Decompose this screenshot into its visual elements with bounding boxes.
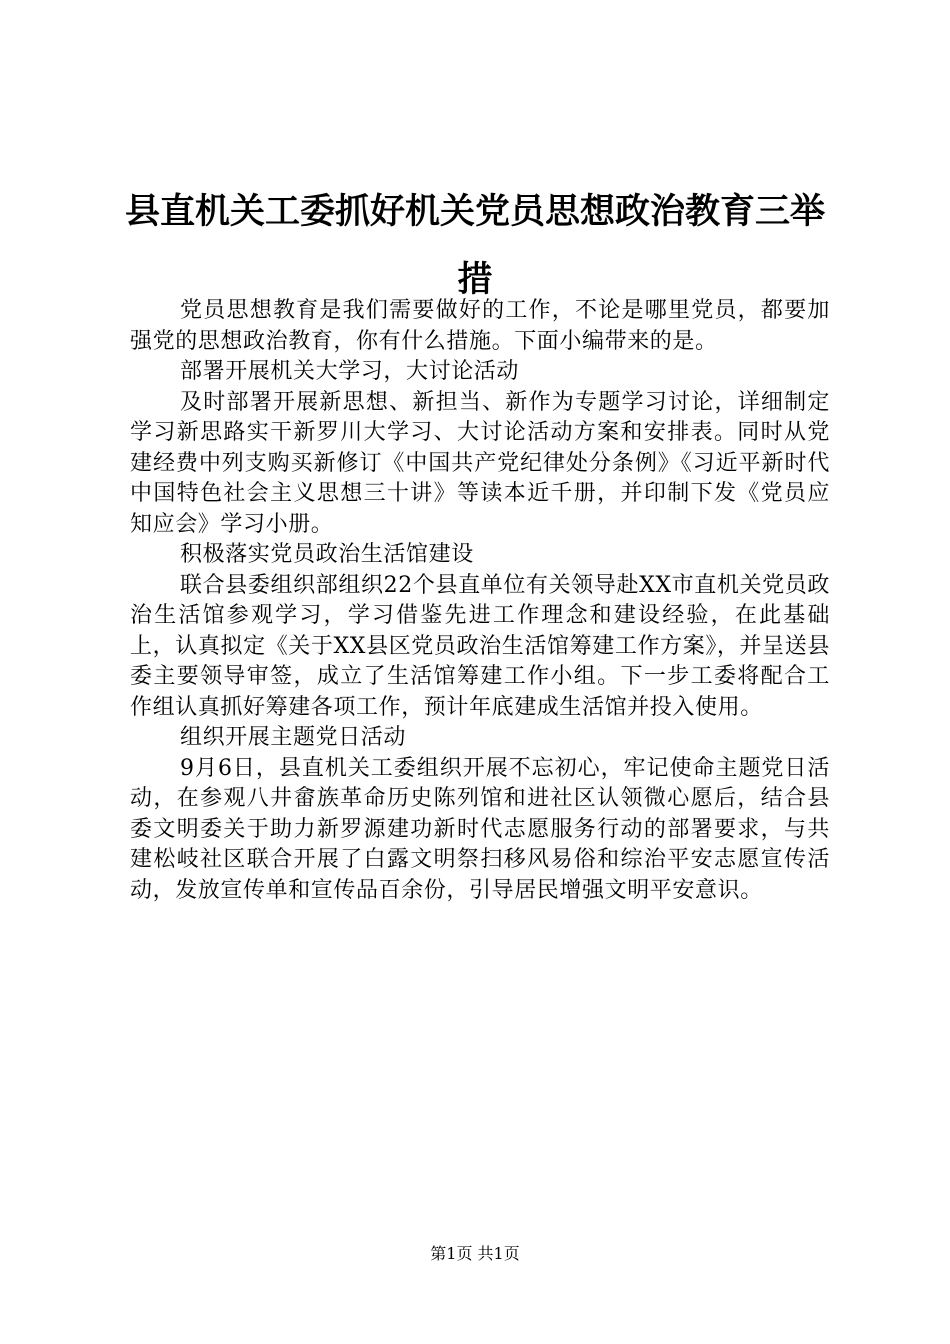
intro-paragraph: 党员思想教育是我们需要做好的工作，不论是哪里党员，都要加强党的思想政治教育，你有什么措施。下面小编带来的是。	[130, 298, 830, 354]
section-heading-life-hall: 积极落实党员政治生活馆建设	[180, 542, 474, 567]
section-paragraph-life-hall: 联合县委组织部组织22个县直单位有关领导赴XX市直机关党员政治生活馆参观学习，学习借鉴先进工作理念和建设经验，在此基础上，认真拟定《关于XX县区党员政治生活馆筹建工作方案》，并呈送县委主要领导审签，成立了生活馆筹建工作小组。下一步工委将配合工作组认真抓好筹建各项工作，预计年底建成生活馆并投入使用。	[130, 572, 830, 720]
section-heading-study: 部署开展机关大学习，大讨论活动	[180, 359, 520, 384]
section-paragraph-party-day: 9月6日，县直机关工委组织开展不忘初心，牢记使命主题党日活动，在参观八井畲族革命历史陈列馆和进社区认领微心愿后，结合县委文明委关于助力新罗源建功新时代志愿服务行动的部署要求，与共建松岐社区联合开展了白露文明祭扫移风易俗和综治平安志愿宣传活动，发放宣传单和宣传品百余份，引导居民增强文明平安意识。	[130, 755, 830, 903]
section-paragraph-study: 及时部署开展新思想、新担当、新作为专题学习讨论，详细制定学习新思路实干新罗川大学习、大讨论活动方案和安排表。同时从党建经费中列支购买新修订《中国共产党纪律处分条例》《习近平新时代中国特色社会主义思想三十讲》等读本近千册，并印制下发《党员应知应会》学习小册。	[130, 389, 830, 537]
section-heading-party-day: 组织开展主题党日活动	[180, 725, 407, 750]
document-title: 县直机关工委抓好机关党员思想政治教育三举措	[124, 191, 825, 300]
page-number-footer: 第1页 共1页	[430, 1244, 520, 1263]
document-body	[130, 296, 830, 906]
